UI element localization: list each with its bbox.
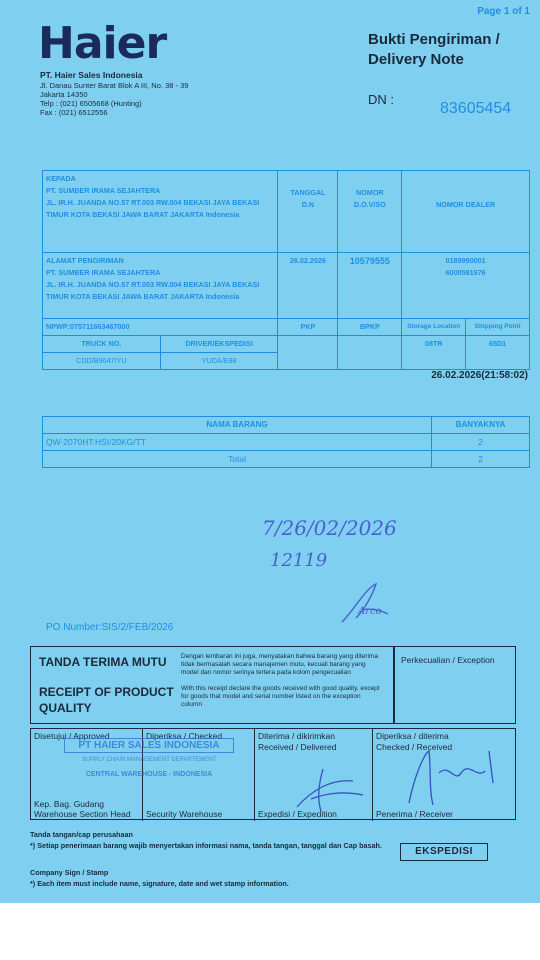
shipping-point-value: 65D1	[466, 336, 530, 370]
total-value: 2	[432, 451, 530, 468]
approved-label: Disetujui / Approved	[34, 731, 110, 741]
company-fax: Fax : (021) 6512556	[40, 108, 108, 117]
expedition-label: Expedisi / Expedition	[258, 809, 337, 819]
warehouse-head-label: Kep. Bag. Gudang Warehouse Section Head	[34, 799, 131, 819]
footer-company-sign: Company Sign / Stamp	[30, 868, 109, 877]
checked-label: Diperiksa / Checked	[146, 731, 223, 741]
receipt-text-id: Dengan lembaran ini juga, menyatakan bahwa barang yang diterima tidak bermasalah secara manajemen mutu, kecuali barang yang model dan nomor serinya tertera pada kolom pengecualian	[181, 653, 378, 676]
alamat-address-2: TIMUR KOTA BEKASI JAWA BARAT JAKARTA Indonesia	[46, 292, 240, 301]
shipping-point-label: Shipping Point	[466, 319, 530, 336]
footer-sign-label: Tanda tangan/cap perusahaan	[30, 830, 133, 839]
alamat-name: PT. SUMBER IRAMA SEJAHTERA	[46, 268, 161, 277]
stamp-line-1: PT HAIER SALES INDONESIA	[64, 738, 234, 753]
handwritten-date: 7/26/02/2026	[262, 516, 397, 540]
dn-number: 83605454	[440, 100, 512, 117]
delivered-label: Diterima / dikirimkan Received / Delivered	[258, 731, 337, 752]
alamat-address-1: JL. IR.H. JUANDA NO.57 RT.003 RW.004 BEKASI JAYA BEKASI	[46, 280, 260, 289]
nomor-value: 10579555	[338, 253, 402, 319]
npwp: NPWP:075711663467000	[43, 319, 278, 336]
col-nama-barang: NAMA BARANG	[43, 417, 432, 434]
driver-label: DRIVER/EKSPEDISI	[160, 336, 277, 353]
nomor-header: NOMOR D.O.V/SO	[338, 171, 402, 253]
kepada-label: KEPADA	[46, 174, 76, 183]
footer-note-en: *) Each item must include name, signature, date and wet stamp information.	[30, 879, 289, 888]
nomor-dealer-header: NOMOR DEALER	[402, 171, 530, 253]
company-address-2: Jakarta 14350	[40, 90, 88, 99]
bpkp-value	[338, 336, 402, 370]
receiver-label: Penerima / Receiver	[376, 809, 454, 819]
truck-driver-cell	[43, 336, 278, 370]
dealer-numbers	[402, 253, 530, 319]
truck-no-value: CDD/B9647/YU	[43, 353, 160, 370]
handwritten-initials: Arco	[358, 606, 382, 617]
recipient-table	[42, 170, 530, 370]
footer-note-id: *) Setiap penerimaan barang wajib menyertakan informasi nama, tanda tangan, tanggal dan Cap basah.	[30, 841, 382, 850]
receipt-title-en-1: RECEIPT OF PRODUCT	[39, 685, 174, 699]
company-address-1: Jl. Danau Sunter Barat Blok A III, No. 38 - 39	[40, 81, 189, 90]
tanggal-value: 26.02.2026	[278, 253, 338, 319]
items-table	[42, 416, 530, 468]
dealer-number-2: 6000581976	[445, 268, 486, 277]
expedition-signature	[293, 759, 369, 815]
dn-label: DN :	[368, 92, 394, 107]
table-row	[43, 434, 530, 451]
company-name: PT. Haier Sales Indonesia	[40, 70, 143, 80]
po-number: PO Number:SIS/2/FEB/2026	[46, 622, 174, 633]
kepada-cell	[43, 171, 278, 253]
col-banyaknya: BANYAKNYA	[432, 417, 530, 434]
stamp-line-3: CENTRAL WAREHOUSE - INDONESIA	[85, 771, 213, 778]
receipt-quality-box	[30, 646, 516, 724]
alamat-label: ALAMAT PENGIRIMAN	[46, 256, 124, 265]
kepada-address-1: JL. IR.H. JUANDA NO.57 RT.003 RW.004 BEKASI JAYA BEKASI	[46, 198, 260, 207]
item-qty: 2	[432, 434, 530, 451]
pkp-label: PKP	[278, 319, 338, 336]
bpkp-label: BPKP	[338, 319, 402, 336]
receipt-title-id: TANDA TERIMA MUTU	[39, 655, 167, 669]
kepada-address-2: TIMUR KOTA BEKASI JAWA BARAT JAKARTA Indonesia	[46, 210, 240, 219]
print-timestamp: 26.02.2026(21:58:02)	[431, 370, 528, 381]
tanggal-header: TANGGAL D.N	[278, 171, 338, 253]
receipt-divider	[393, 647, 395, 723]
item-name: QW-2070HT:HSI/20KG/TT	[43, 434, 432, 451]
pkp-value	[278, 336, 338, 370]
total-label: Total	[43, 451, 432, 468]
handwritten-time: 12119	[270, 550, 328, 571]
dealer-number-1: 0189990001	[445, 256, 486, 265]
copy-label-ekspedisi: EKSPEDISI	[400, 843, 488, 861]
exception-label: Perkecualian / Exception	[401, 655, 495, 665]
security-label: Security Warehouse	[146, 809, 223, 819]
driver-value: YUDA/E88	[201, 356, 237, 365]
alamat-cell	[43, 253, 278, 319]
company-stamp	[64, 738, 234, 814]
kepada-name: PT. SUMBER IRAMA SEJAHTERA	[46, 186, 161, 195]
handwritten-signature	[336, 580, 396, 626]
document-title: Bukti Pengiriman / Delivery Note	[368, 31, 500, 68]
truck-no-label: TRUCK NO.	[43, 336, 160, 353]
page-indicator: Page 1 of 1	[477, 6, 530, 17]
storage-location-value: 08TR	[402, 336, 466, 370]
company-phone: Telp : (021) 6505668 (Hunting)	[40, 99, 142, 108]
stamp-line-2: SUPPLY CHAIN MANAGEMENT DEPARTEMENT	[81, 757, 217, 763]
receiver-signature	[399, 743, 509, 815]
receipt-text-en: With this receipt declare the goods received with good quality, except for goods that model and serial number listed on the exception column	[181, 685, 380, 708]
received-label: Diperiksa / diterima Checked / Received	[376, 731, 453, 752]
receipt-title-en-2: QUALITY	[39, 701, 92, 715]
storage-location-label: Storage Location	[402, 319, 466, 336]
haier-logo: Haier	[38, 18, 167, 69]
